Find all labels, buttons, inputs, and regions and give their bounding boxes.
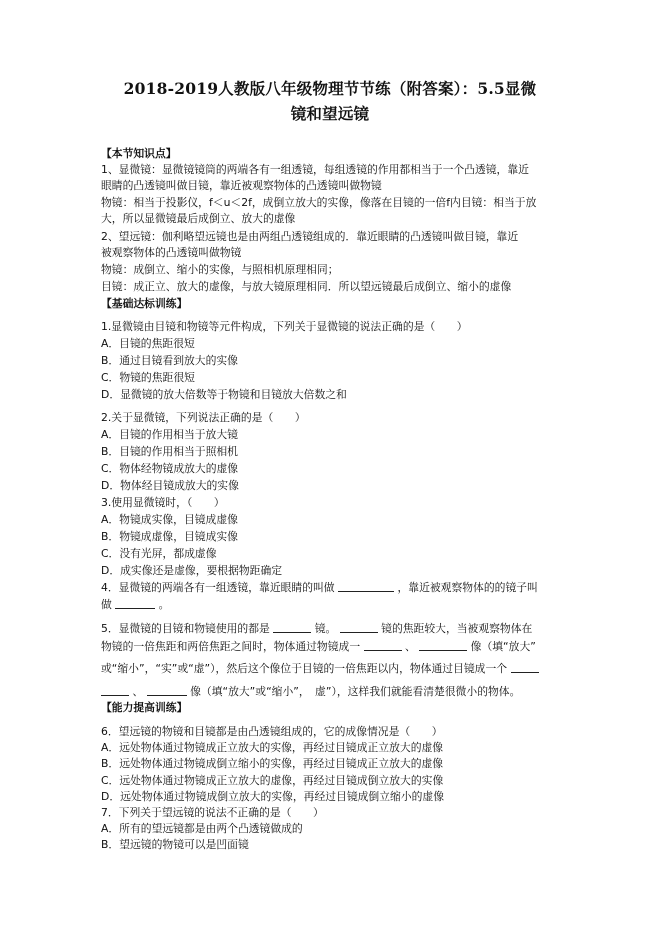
question-5-line-1 — [101, 621, 571, 636]
question-5-text: 镜。 — [314, 622, 337, 635]
question-5-text: 、 — [405, 640, 416, 653]
question-4-text-a: 4．显微镜的两端各有一组透镜，靠近眼睛的叫做 — [101, 581, 335, 594]
knowledge-line: 眼睛的凸透镜叫做目镜，靠近被观察物体的凸透镜叫做物镜 — [101, 179, 382, 192]
question-5-blank-3[interactable] — [364, 639, 402, 651]
document-title — [90, 76, 570, 126]
question-1-option-c: C．物镜的焦距很短 — [101, 371, 195, 384]
knowledge-line: 1、显微镜：显微镜镜筒的两端各有一组透镜，每组透镜的作用都相当于一个凸透镜，靠近 — [101, 163, 529, 176]
question-5-blank-6[interactable] — [101, 684, 129, 696]
question-5-line-4 — [101, 684, 571, 699]
question-5-blank-7[interactable] — [147, 684, 187, 696]
knowledge-line: 被观察物体的凸透镜叫做物镜 — [101, 246, 242, 259]
question-5-blank-4[interactable] — [419, 639, 467, 651]
question-4-text-c: 做 — [101, 598, 112, 611]
question-6-option-b: B．远处物体通过物镜成倒立缩小的实像，再经过目镜成正立放大的虚像 — [101, 757, 444, 770]
question-6-option-d: D．远处物体通过物镜成倒立放大的实像，再经过目镜成倒立缩小的虚像 — [101, 790, 445, 803]
question-5-text: 镜的焦距较大，当被观察物体在 — [381, 622, 533, 635]
question-5-text: 像（填“放大” — [470, 640, 536, 653]
section-heading-basic: 【基础达标训练】 — [101, 297, 188, 310]
question-2-option-b: B．目镜的作用相当于照相机 — [101, 445, 238, 458]
question-1-option-b: B．通过目镜看到放大的实像 — [101, 354, 238, 367]
question-7-option-b: B．望远镜的物镜可以是凹面镜 — [101, 838, 249, 851]
knowledge-line: 大，所以显微镜最后成倒立、放大的虚像 — [101, 212, 296, 225]
knowledge-line: 物镜：相当于投影仪，f＜u＜2f，成倒立放大的实像，像落在目镜的一倍f内目镜：相当于放 — [101, 196, 537, 209]
question-5-text: 像（填“放大”或“缩小”， 虚”），这样我们就能看清楚很微小的物体。 — [190, 685, 521, 698]
question-4-blank-1[interactable] — [338, 580, 394, 592]
question-3-stem: 3.使用显微镜时，（ ） — [101, 496, 225, 509]
question-5-blank-5[interactable] — [511, 661, 539, 673]
question-5-blank-1[interactable] — [273, 621, 311, 633]
question-5-text: 物镜的一倍焦距和两倍焦距之间时，物体通过物镜成一 — [101, 640, 361, 653]
question-2-option-a: A．目镜的作用相当于放大镜 — [101, 428, 238, 441]
question-1-stem: 1.显微镜由目镜和物镜等元件构成，下列关于显微镜的说法正确的是（ ） — [101, 320, 468, 333]
knowledge-line: 目镜：成正立、放大的虚像，与放大镜原理相同．所以望远镜最后成倒立、缩小的虚像 — [101, 280, 512, 293]
question-6-stem: 6．望远镜的物镜和目镜都是由凸透镜组成的，它的成像情况是（ ） — [101, 725, 443, 738]
question-2-option-d: D．物体经目镜成放大的实像 — [101, 479, 239, 492]
question-3-option-d: D．成实像还是虚像，要根据物距确定 — [101, 564, 283, 577]
question-5-text: 、 — [132, 685, 144, 698]
question-5-text: 5．显微镜的目镜和物镜使用的都是 — [101, 622, 270, 635]
knowledge-line: 2、望远镜：伽利略望远镜也是由两组凸透镜组成的．靠近眼睛的凸透镜叫做目镜，靠近 — [101, 230, 519, 243]
question-4-line-2 — [101, 597, 571, 612]
question-1-option-d: D．显微镜的放大倍数等于物镜和目镜放大倍数之和 — [101, 388, 347, 401]
question-7-stem: 7．下列关于望远镜的说法不正确的是（ ） — [101, 806, 324, 819]
question-4-blank-2[interactable] — [115, 597, 155, 609]
question-5-line-3 — [101, 661, 571, 676]
question-4-text-b: ，靠近被观察物体的的镜子叫 — [397, 581, 538, 594]
section-heading-knowledge: 【本节知识点】 — [101, 147, 177, 160]
question-7-option-a: A．所有的望远镜都是由两个凸透镜做成的 — [101, 822, 303, 835]
question-6-option-c: C．远处物体通过物镜成正立放大的虚像，再经过目镜成倒立放大的实像 — [101, 774, 444, 787]
title-line-2: 镜和望远镜 — [290, 104, 370, 123]
question-5-text: 或“缩小”，“实”或“虚”），然后这个像位于目镜的一倍焦距以内，物体通过目镜成一个 — [101, 662, 508, 675]
question-3-option-c: C．没有光屏，都成虚像 — [101, 547, 217, 560]
question-1-option-a: A．目镜的焦距很短 — [101, 337, 195, 350]
question-3-option-b: B．物镜成虚像，目镜成实像 — [101, 530, 238, 543]
question-2-option-c: C．物体经物镜成放大的虚像 — [101, 462, 239, 475]
question-4-line-1 — [101, 580, 571, 595]
question-6-option-a: A．远处物体通过物镜成正立放大的实像，再经过目镜成正立放大的虚像 — [101, 741, 444, 754]
question-5-line-2 — [101, 639, 571, 654]
section-heading-advanced: 【能力提高训练】 — [101, 701, 188, 714]
question-2-stem: 2.关于显微镜，下列说法正确的是（ ） — [101, 411, 306, 424]
question-5-blank-2[interactable] — [340, 621, 378, 633]
knowledge-line: 物镜：成倒立、缩小的实像，与照相机原理相同； — [101, 263, 339, 276]
title-line-1: 2018-2019人教版八年级物理节节练（附答案）：5.5显微 — [123, 79, 537, 98]
question-3-option-a: A．物镜成实像，目镜成虚像 — [101, 513, 238, 526]
question-4-text-d: 。 — [158, 598, 170, 611]
